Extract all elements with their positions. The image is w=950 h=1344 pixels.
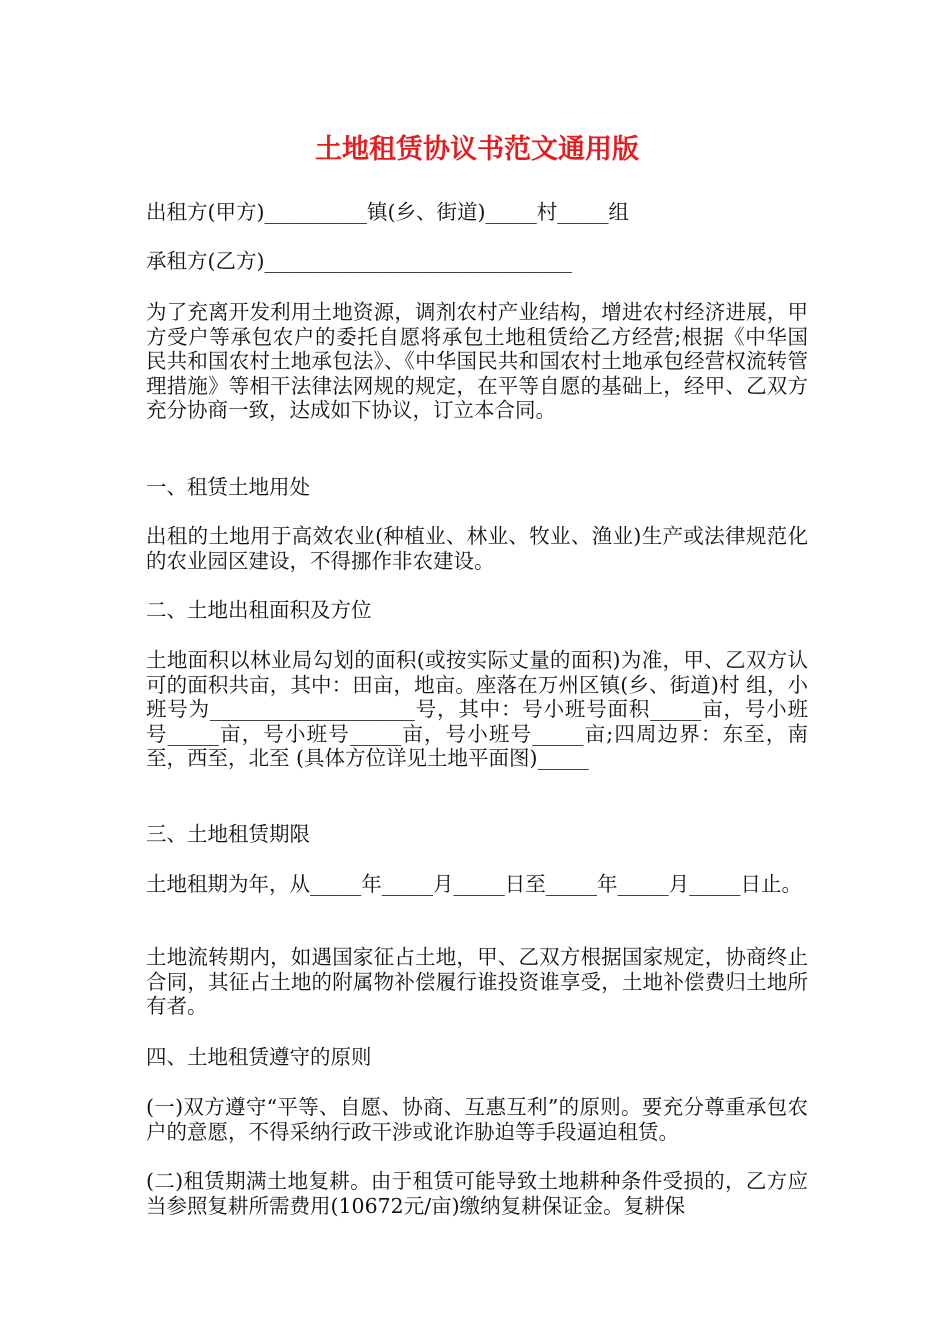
- section-4-item-2: (二)租赁期满土地复耕。由于租赁可能导致土地耕种条件受损的，乙方应当参照复耕所需费用(10672元/亩)缴纳复耕保证金。复耕保: [146, 1169, 808, 1218]
- section-3-expropriation-paragraph: 土地流转期内，如遇国家征占土地，甲、乙双方根据国家规定，协商终止合同，其征占土地的附属物补偿履行谁投资谁享受，土地补偿费归土地所有者。: [146, 945, 808, 1018]
- document-title: 土地租赁协议书范文通用版: [315, 134, 639, 165]
- section-3-paragraph: 土地租期为年，从_____年_____月_____日至_____年_____月_____日止。: [146, 872, 802, 896]
- lessee-line: 承租方(乙方)______________________________: [146, 249, 572, 273]
- section-4-item-1: (一)双方遵守“平等、自愿、协商、互惠互利”的原则。要充分尊重承包农户的意愿，不得采纳行政干涉或讹诈胁迫等手段逼迫租赁。: [146, 1095, 808, 1144]
- preamble-paragraph: 为了充离开发利用土地资源，调剂农村产业结构，增进农村经济进展，甲方受户等承包农户的委托自愿将承包土地租赁给乙方经营;根据《中华国民共和国农村土地承包法》、《中华国民共和国农村土地承包经营权流转管理措施》等相干法律法网规的规定，在平等自愿的基础上，经甲、乙双方充分协商一致，达成如下协议，订立本合同。: [146, 300, 808, 422]
- section-heading-1: 一、租赁土地用处: [146, 475, 310, 499]
- section-1-paragraph: 出租的土地用于高效农业(种植业、林业、牧业、渔业)生产或法律规范化的农业园区建设，不得挪作非农建设。: [146, 524, 808, 573]
- section-heading-4: 四、土地租赁遵守的原则: [146, 1045, 372, 1069]
- section-heading-2: 二、土地出租面积及方位: [146, 598, 372, 622]
- section-2-paragraph: 土地面积以林业局勾划的面积(或按实际丈量的面积)为准，甲、乙双方认可的面积共亩，其中：田亩，地亩。座落在万州区镇(乡、街道)村 组，小班号为____________________号，其中：号小班号面积_____亩，号小班号_____亩，号小班号_____亩，号小班号_____亩;四周边界：东至，南至，西至，北至 (具体方位详见土地平面图)_____: [146, 648, 808, 770]
- lessor-line: 出租方(甲方)__________镇(乡、街道)_____村_____组: [146, 200, 629, 224]
- section-heading-3: 三、土地租赁期限: [146, 822, 310, 846]
